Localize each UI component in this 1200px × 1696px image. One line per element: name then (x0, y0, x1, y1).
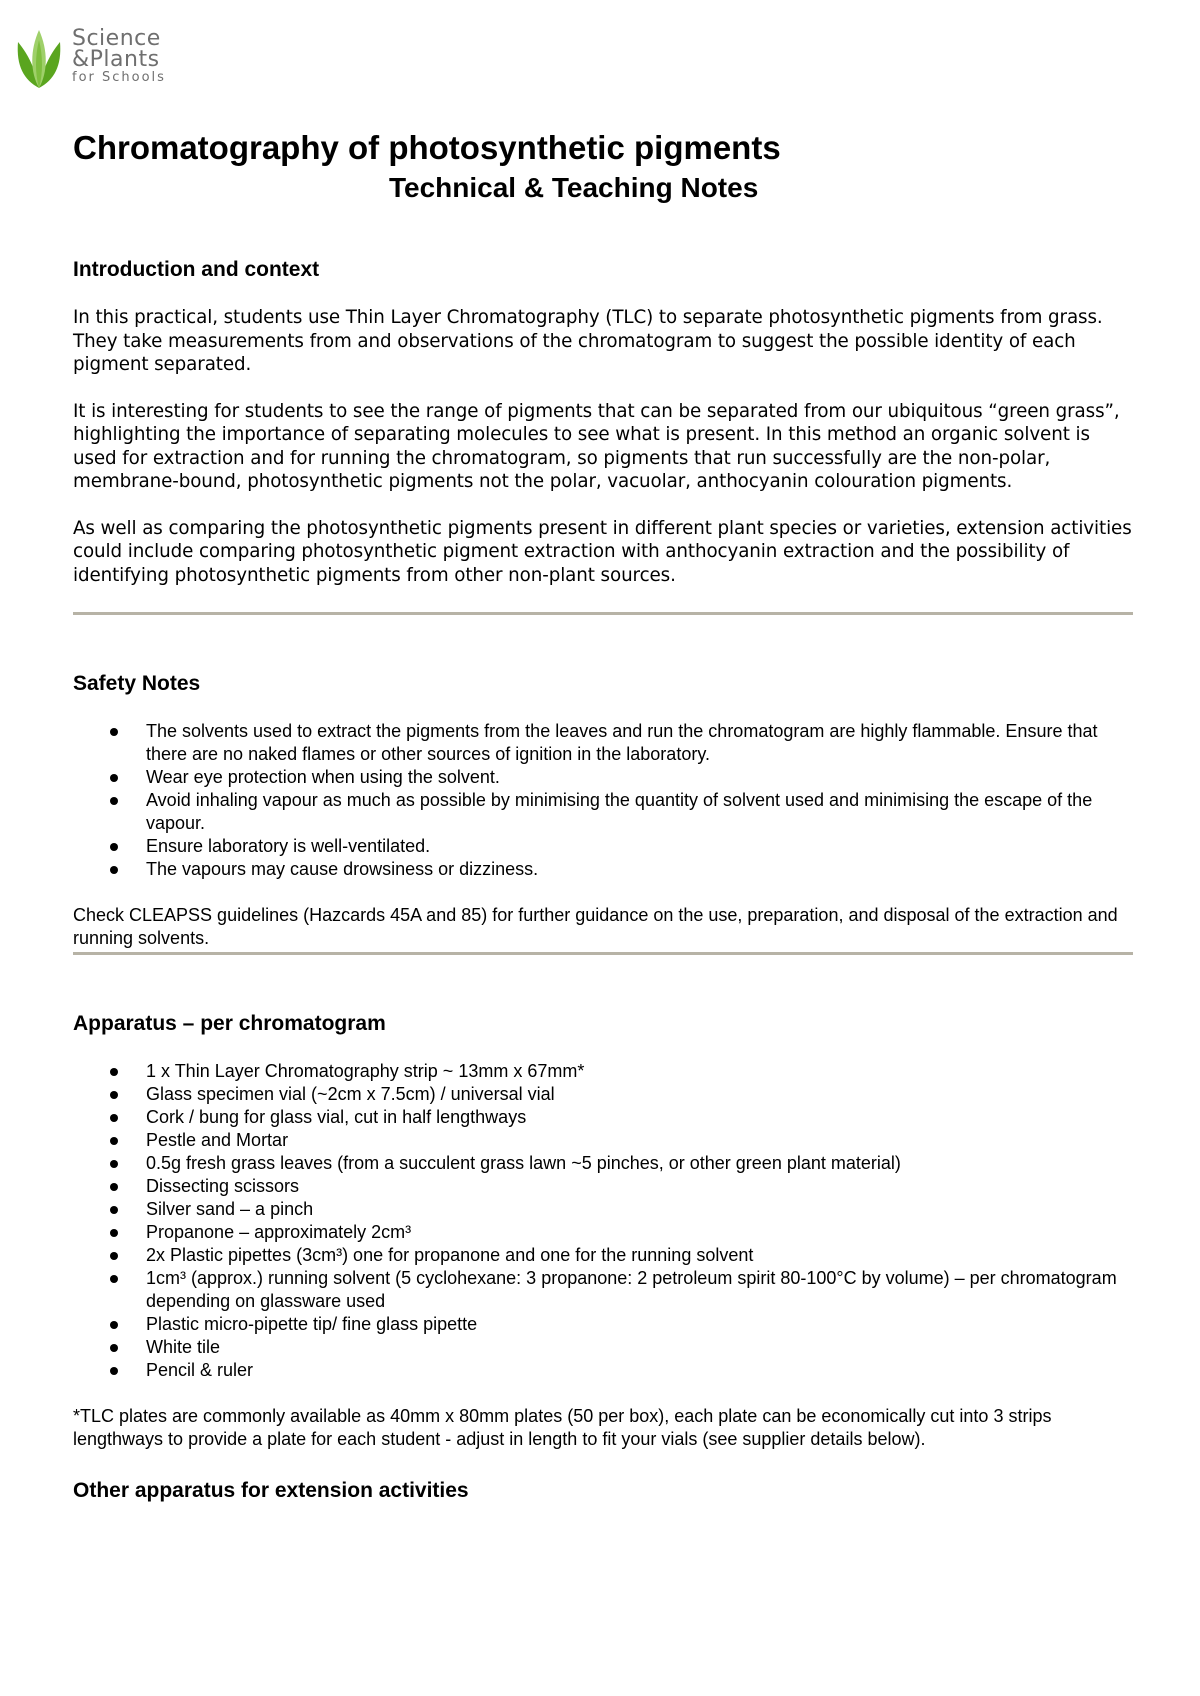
list-item: Cork / bung for glass vial, cut in half lengthways (73, 1106, 1133, 1129)
intro-paragraph: As well as comparing the photosynthetic pigments present in different plant species or varieties, extension activities could include comparing photosynthetic pigment extraction with anthocyanin extraction and the possibility of identifying photosynthetic pigments from other non-plant sources. (73, 517, 1132, 586)
list-item: Ensure laboratory is well-ventilated. (73, 835, 1133, 858)
safety-note: Check CLEAPSS guidelines (Hazcards 45A and 85) for further guidance on the use, preparation, and disposal of the extraction and running solvents. (73, 905, 1118, 948)
page-title: Chromatography of photosynthetic pigments (73, 129, 781, 166)
list-item: Glass specimen vial (~2cm x 7.5cm) / universal vial (73, 1083, 1133, 1106)
list-item: 1 x Thin Layer Chromatography strip ~ 13mm x 67mm* (73, 1060, 1133, 1083)
list-item: Propanone – approximately 2cm³ (73, 1221, 1133, 1244)
logo-line-2: &Plants (72, 47, 160, 72)
section-divider (73, 612, 1133, 615)
list-item: 0.5g fresh grass leaves (from a succulent grass lawn ~5 pinches, or other green plant material) (73, 1152, 1133, 1175)
apparatus-heading: Apparatus – per chromatogram (73, 1012, 386, 1035)
list-item: 2x Plastic pipettes (3cm³) one for propanone and one for the running solvent (73, 1244, 1133, 1267)
list-item: Plastic micro-pipette tip/ fine glass pipette (73, 1313, 1133, 1336)
section-divider (73, 952, 1133, 955)
safety-heading: Safety Notes (73, 672, 201, 695)
safety-list (73, 720, 1133, 881)
page-subtitle: Technical & Teaching Notes (389, 172, 759, 203)
list-item: Wear eye protection when using the solvent. (73, 766, 1133, 789)
list-item: The vapours may cause drowsiness or dizziness. (73, 858, 1133, 881)
extension-heading: Other apparatus for extension activities (73, 1479, 469, 1502)
logo-line-1: Science (72, 26, 161, 51)
list-item: The solvents used to extract the pigments from the leaves and run the chromatogram are highly flammable. Ensure that there are no naked flames or other sources of ignition in the laboratory. (73, 720, 1133, 766)
apparatus-list (73, 1060, 1133, 1382)
list-item: Pestle and Mortar (73, 1129, 1133, 1152)
list-item: Silver sand – a pinch (73, 1198, 1133, 1221)
intro-heading: Introduction and context (73, 258, 320, 281)
intro-paragraph: In this practical, students use Thin Layer Chromatography (TLC) to separate photosynthetic pigments from grass. They take measurements from and observations of the chromatogram to suggest the possible identity of each pigment separated. (73, 307, 1103, 375)
apparatus-footnote: *TLC plates are commonly available as 40mm x 80mm plates (50 per box), each plate can be economically cut into 3 strips lengthways to provide a plate for each student - adjust in length to fit your vials (see supplier details below). (73, 1406, 1052, 1449)
leaf-logo-icon (14, 28, 64, 90)
logo-text (72, 28, 166, 84)
document-body (73, 128, 1133, 1505)
list-item: Avoid inhaling vapour as much as possible by minimising the quantity of solvent used and minimising the escape of the vapour. (73, 789, 1133, 835)
intro-paragraph: It is interesting for students to see the range of pigments that can be separated from our ubiquitous “green grass”, highlighting the importance of separating molecules to see what is present. In this method an organic solvent is used for extraction and for running the chromatogram, so pigments that run successfully are the non-polar, membrane-bound, photosynthetic pigments not the polar, vacuolar, anthocyanin colouration pigments. (73, 400, 1120, 492)
list-item: Pencil & ruler (73, 1359, 1133, 1382)
logo-line-3: for Schools (72, 70, 166, 85)
list-item: Dissecting scissors (73, 1175, 1133, 1198)
list-item: White tile (73, 1336, 1133, 1359)
list-item: 1cm³ (approx.) running solvent (5 cyclohexane: 3 propanone: 2 petroleum spirit 80-100°C by volume) – per chromatogram depending on glassware used (73, 1267, 1133, 1313)
logo (14, 26, 174, 90)
